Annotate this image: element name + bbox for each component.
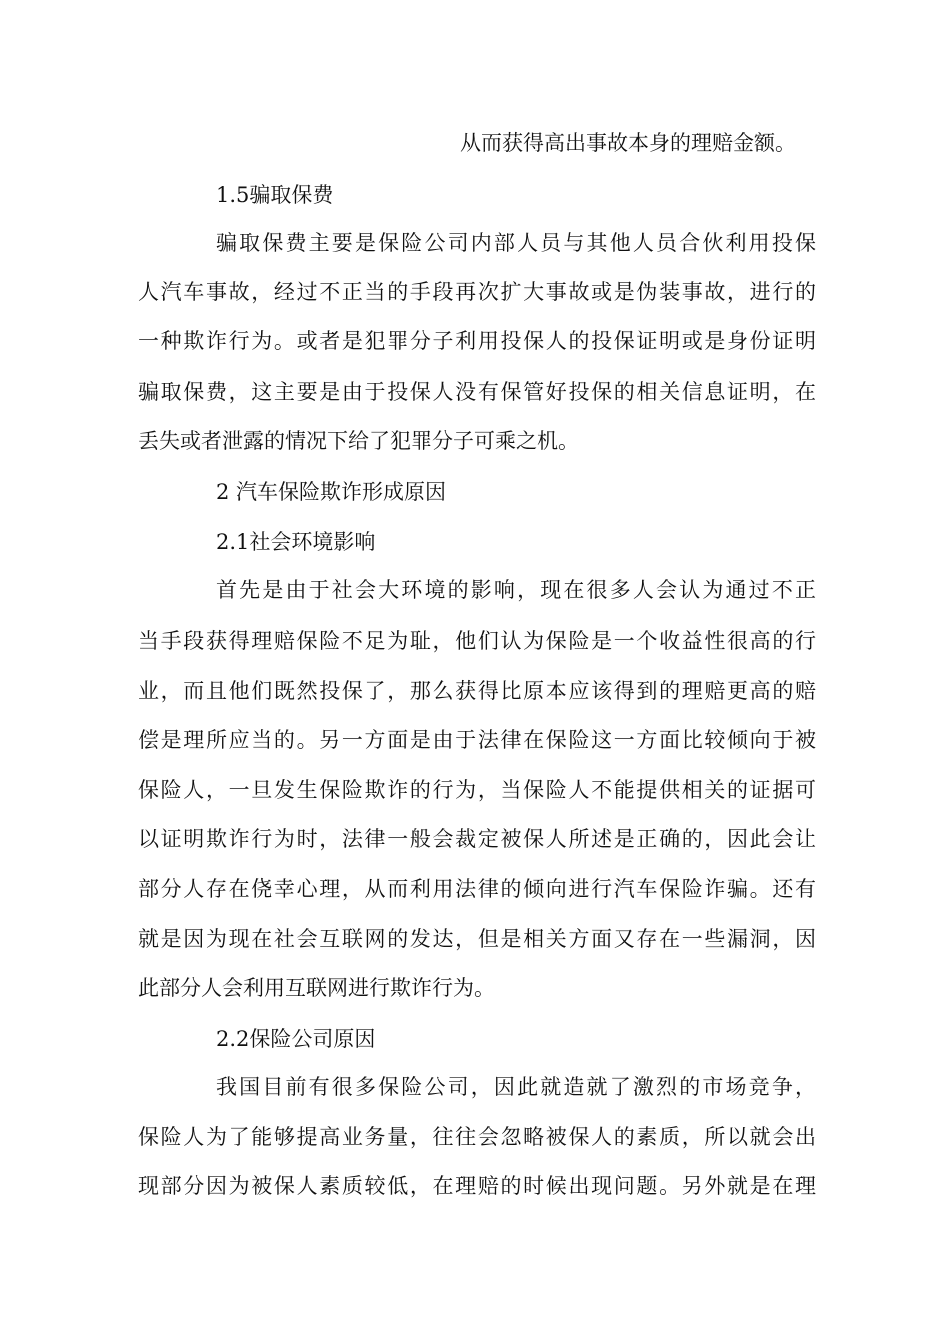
paragraph-line: 骗取保费，这主要是由于投保人没有保管好投保的相关信息证明，在 xyxy=(138,380,816,404)
paragraph-line: 保险人，一旦发生保险欺诈的行为，当保险人不能提供相关的证据可 xyxy=(138,778,816,802)
continuation-line: 从而获得高出事故本身的理赔金额。 xyxy=(460,131,796,155)
paragraph-line: 一种欺诈行为。或者是犯罪分子利用投保人的投保证明或是身份证明 xyxy=(138,329,816,353)
paragraph-line: 首先是由于社会大环境的影响，现在很多人会认为通过不正 xyxy=(216,578,816,602)
heading-1-5: 1.5骗取保费 xyxy=(216,183,334,207)
heading-2-2: 2.2保险公司原因 xyxy=(216,1027,376,1051)
paragraph-line: 人汽车事故，经过不正当的手段再次扩大事故或是伪装事故，进行的 xyxy=(138,280,816,304)
paragraph-line: 就是因为现在社会互联网的发达，但是相关方面又存在一些漏洞，因 xyxy=(138,927,816,951)
paragraph-line: 保险人为了能够提高业务量，往往会忽略被保人的素质，所以就会出 xyxy=(138,1125,816,1149)
paragraph-line: 骗取保费主要是保险公司内部人员与其他人员合伙利用投保 xyxy=(216,231,816,255)
paragraph-line: 部分人存在侥幸心理，从而利用法律的倾向进行汽车保险诈骗。还有 xyxy=(138,877,816,901)
heading-2-1: 2.1社会环境影响 xyxy=(216,530,376,554)
paragraph-line: 此部分人会利用互联网进行欺诈行为。 xyxy=(138,976,495,1000)
paragraph-line: 我国目前有很多保险公司，因此就造就了激烈的市场竞争， xyxy=(216,1075,816,1099)
paragraph-line: 现部分因为被保人素质较低，在理赔的时候出现问题。另外就是在理 xyxy=(138,1174,816,1198)
paragraph-line: 当手段获得理赔保险不足为耻，他们认为保险是一个收益性很高的行 xyxy=(138,629,816,653)
paragraph-line: 丢失或者泄露的情况下给了犯罪分子可乘之机。 xyxy=(138,429,579,453)
paragraph-line: 偿是理所应当的。另一方面是由于法律在保险这一方面比较倾向于被 xyxy=(138,728,816,752)
paragraph-line: 业，而且他们既然投保了，那么获得比原本应该得到的理赔更高的赔 xyxy=(138,679,816,703)
heading-2: 2 汽车保险欺诈形成原因 xyxy=(216,480,447,504)
paragraph-line: 以证明欺诈行为时，法律一般会裁定被保人所述是正确的，因此会让 xyxy=(138,827,816,851)
